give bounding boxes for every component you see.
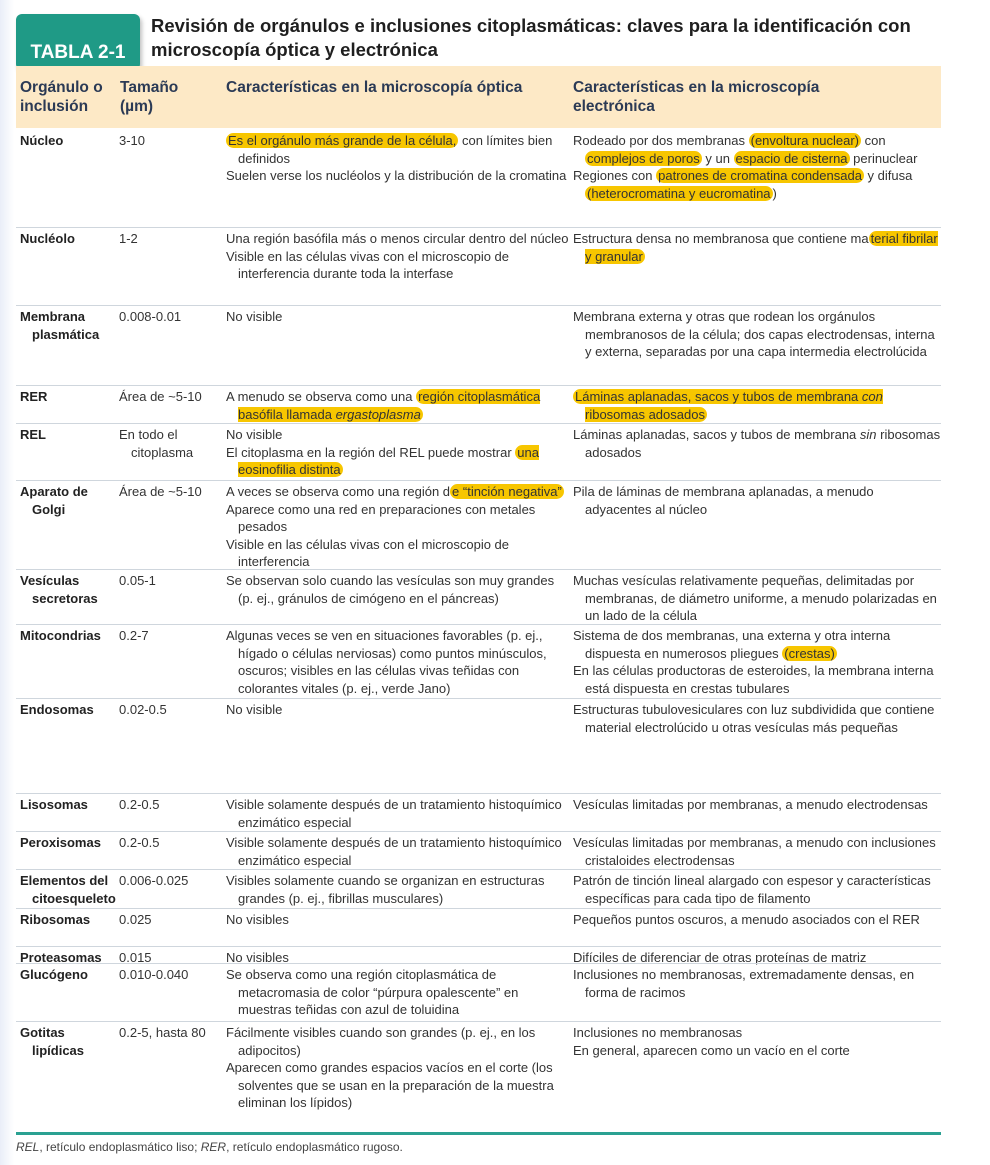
optical-features	[226, 132, 571, 185]
page-edge-shade	[0, 0, 14, 1165]
table-row	[16, 569, 941, 625]
optical-features	[226, 483, 571, 571]
organelle-size: 0.2-5, hasta 80	[119, 1025, 206, 1040]
organelle-size: 0.025	[119, 912, 152, 927]
optical-feature-line: Visible solamente después de un tratamiento histoquímico enzimático especial	[226, 835, 562, 868]
table-row	[16, 385, 941, 424]
organelle-name: RER	[20, 389, 48, 404]
highlighted-text: patrones de cromatina condensada	[658, 168, 862, 183]
electron-features	[573, 966, 941, 1001]
optical-feature-line: No visible	[226, 427, 283, 442]
organelle-size: 0.015	[119, 950, 152, 965]
optical-feature-line: Visible en las células vivas con el microscopio de interferencia	[226, 536, 510, 569]
table-badge: TABLA 2-1	[16, 14, 140, 70]
electron-feature-line: En las células productoras de esteroides, la membrana interna está dispuesta en crestas tubulares	[573, 663, 934, 696]
table-row	[16, 698, 941, 794]
optical-features	[226, 872, 571, 907]
optical-feature-line: A veces se observa como una región d e “tinción negativa”	[226, 484, 562, 499]
electron-features	[573, 701, 941, 736]
table-row	[16, 946, 941, 964]
highlighted-text: una eosinofilia distinta	[238, 444, 539, 477]
table-row	[16, 793, 941, 832]
electron-feature-line: Difíciles de diferenciar de otras proteínas de matriz	[573, 950, 867, 965]
electron-features	[573, 627, 941, 697]
table-row	[16, 963, 941, 1022]
electron-feature-line: Membrana externa y otras que rodean los orgánulos membranosos de la célula; dos capas electrodensas, interna y externa, separadas por una capa intermedia electrolúcida	[573, 309, 935, 359]
highlighted-text: e “tinción negativa”	[452, 484, 562, 499]
electron-features	[573, 911, 941, 929]
highlighted-text: (crestas)	[784, 645, 835, 661]
electron-features	[573, 834, 941, 869]
optical-features	[226, 426, 571, 479]
electron-features	[573, 308, 941, 361]
organelle-name: Mitocondrias	[20, 628, 101, 643]
header-optical: Características en la microscopía óptica	[226, 79, 523, 96]
electron-feature-line: Rodeado por dos membranas (envoltura nuclear) con complejos de poros y un espacio de cisterna perinuclear	[573, 133, 918, 166]
table-row	[16, 624, 941, 699]
optical-feature-line: Algunas veces se ven en situaciones favorables (p. ej., hígado o células nerviosas) como puntos minúsculos, oscuros; visibles en las células vivas teñidas con colorantes vitales (p. ej., verde Jano)	[226, 628, 547, 696]
optical-features	[226, 834, 571, 869]
organelle-size: En todo el citoplasma	[119, 427, 194, 460]
highlighted-text: Es el orgánulo más grande de la célula,	[228, 133, 457, 148]
optical-feature-line: Visible solamente después de un tratamiento histoquímico enzimático especial	[226, 797, 562, 830]
optical-feature-line: Aparece como una red en preparaciones con metales pesados	[226, 501, 536, 534]
optical-feature-line: No visible	[226, 702, 283, 717]
optical-feature-line: Fácilmente visibles cuando son grandes (p. ej., en los adipocitos)	[226, 1025, 536, 1058]
electron-feature-line: Pequeños puntos oscuros, a menudo asociados con el RER	[573, 912, 920, 927]
organelle-size: 0.008-0.01	[119, 309, 182, 324]
electron-feature-line: Regiones con patrones de cromatina condensada y difusa (heterocromatina y eucromatina )	[573, 168, 913, 201]
electron-feature-line: Muchas vesículas relativamente pequeñas, delimitadas por membranas, de diámetro uniforme, a menudo polarizadas en un lado de la célula	[573, 573, 937, 623]
organelle-size: Área de ~5-10	[119, 484, 202, 499]
electron-features	[573, 388, 941, 423]
table-row	[16, 480, 941, 570]
optical-features	[226, 911, 571, 929]
organelle-size: 0.006-0.025	[119, 873, 189, 888]
organelle-name: Ribosomas	[20, 912, 91, 927]
optical-features	[226, 230, 571, 283]
header-electron: Características en la microscopía electrónica	[573, 79, 820, 115]
organelle-size: 3-10	[119, 133, 146, 148]
optical-feature-line: No visible	[226, 309, 283, 324]
organelle-size: 0.2-0.5	[119, 835, 160, 850]
optical-features	[226, 308, 571, 326]
electron-feature-line: Estructuras tubulovesiculares con luz subdividida que contiene material electrolúcido u otras vesículas más pequeñas	[573, 702, 935, 735]
highlighted-text: (heterocromatina y eucromatina	[587, 185, 771, 201]
optical-feature-line: El citoplasma en la región del REL puede mostrar una eosinofilia distinta	[226, 444, 539, 477]
organelle-name: Lisosomas	[20, 797, 88, 812]
electron-feature-line: Vesículas limitadas por membranas, a menudo con inclusiones cristaloides electrodensas	[573, 835, 936, 868]
table-bottom-rule	[16, 1132, 941, 1135]
electron-features	[573, 230, 941, 265]
footnote	[16, 1140, 403, 1154]
electron-feature-line: En general, aparecen como un vacío en el corte	[573, 1042, 850, 1058]
optical-feature-line: Visibles solamente cuando se organizan en estructuras grandes (p. ej., fibrillas musculares)	[226, 873, 545, 906]
organelle-size: 1-2	[119, 231, 138, 246]
optical-feature-line: Se observan solo cuando las vesículas son muy grandes (p. ej., gránulos de cimógeno en el páncreas)	[226, 573, 555, 606]
optical-features	[226, 966, 571, 1019]
electron-feature-line	[573, 388, 941, 423]
table-row	[16, 130, 941, 227]
optical-feature-line: No visibles	[226, 950, 289, 965]
table-row	[16, 227, 941, 306]
organelle-size: Área de ~5-10	[119, 389, 202, 404]
electron-feature-line: Inclusiones no membranosas, extremadamente densas, en forma de racimos	[573, 967, 915, 1000]
table-row	[16, 831, 941, 870]
electron-features	[573, 132, 941, 202]
electron-features	[573, 872, 941, 907]
optical-feature-line: Visible en las células vivas con el microscopio de interferencia durante toda la interfase	[226, 248, 510, 281]
organelle-name: Aparato de Golgi	[20, 484, 88, 517]
optical-feature-line: Una región basófila más o menos circular dentro del núcleo	[226, 231, 569, 246]
organelle-name: REL	[20, 427, 46, 442]
organelle-name: Vesículas secretoras	[20, 573, 98, 606]
electron-features	[573, 572, 941, 625]
organelle-name: Peroxisomas	[20, 835, 101, 850]
organelle-name: Proteasomas	[20, 950, 102, 965]
table-row	[16, 423, 941, 481]
table-row	[16, 305, 941, 386]
organelle-size: 0.2-7	[119, 628, 149, 643]
organelle-size: 0.05-1	[119, 573, 156, 588]
organelle-name: Elementos del citoesqueleto	[20, 873, 116, 906]
electron-feature-line: Estructura densa no membranosa que contiene ma terial fibrilar y granular	[573, 231, 938, 264]
electron-feature-line: Pila de láminas de membrana aplanadas, a menudo adyacentes al núcleo	[573, 484, 874, 517]
table-title: Revisión de orgánulos e inclusiones citoplasmáticas: claves para la identificación con microscopía óptica y electrónica	[151, 15, 911, 60]
optical-features	[226, 701, 571, 719]
organelle-name: Glucógeno	[20, 967, 88, 982]
organelle-size: 0.2-0.5	[119, 797, 160, 812]
organelle-name: Núcleo	[20, 133, 64, 148]
electron-feature-line: Vesículas limitadas por membranas, a menudo electrodensas	[573, 797, 928, 812]
electron-features	[573, 1024, 941, 1059]
electron-features	[573, 796, 941, 814]
highlighted-text: terial fibrilar y granular	[585, 231, 938, 264]
optical-feature-line: Suelen verse los nucléolos y la distribución de la cromatina	[226, 168, 567, 183]
optical-features	[226, 1024, 571, 1112]
optical-feature-line: No visibles	[226, 912, 289, 927]
electron-feature-line: Inclusiones no membranosas	[573, 1025, 743, 1040]
organelle-size: 0.02-0.5	[119, 702, 167, 717]
highlighted-text: Láminas aplanadas, sacos y tubos de membrana con ribosomas adosados	[575, 389, 883, 422]
table-row	[16, 869, 941, 909]
optical-feature-line: Aparecen como grandes espacios vacíos en el corte (los solventes que se usan en la preparación de la muestra eliminan los lípidos)	[226, 1060, 554, 1110]
table-row	[16, 908, 941, 947]
highlighted-text: (envoltura nuclear)	[750, 133, 859, 148]
organelle-size: 0.010-0.040	[119, 967, 189, 982]
optical-feature-line: Se observa como una región citoplasmática de metacromasia de color “púrpura opalescente” en muestras teñidas con azul de toluidina	[226, 967, 519, 1017]
table-row	[16, 1021, 941, 1133]
optical-features	[226, 796, 571, 831]
optical-features	[226, 627, 571, 697]
highlighted-text: complejos de poros	[587, 150, 700, 166]
electron-features	[573, 426, 941, 461]
footnote-text: REL, retículo endoplasmático liso; RER, retículo endoplasmático rugoso.	[16, 1140, 403, 1154]
highlighted-text: espacio de cisterna	[735, 150, 848, 166]
organelle-name: Membrana plasmática	[20, 309, 100, 342]
organelle-name: Nucléolo	[20, 231, 75, 246]
header-organelle: Orgánulo o inclusión	[20, 79, 103, 115]
organelle-name: Endosomas	[20, 702, 94, 717]
optical-features	[226, 388, 571, 423]
organelle-name: Gotitas lipídicas	[20, 1025, 85, 1058]
electron-feature-line: Sistema de dos membranas, una externa y otra interna dispuesta en numerosos pliegues (crestas)	[573, 628, 891, 661]
electron-features	[573, 483, 941, 518]
header-size: Tamaño (µm)	[120, 79, 179, 115]
optical-feature-line: Es el orgánulo más grande de la célula, con límites bien definidos	[228, 133, 553, 166]
highlighted-text: región citoplasmática basófila llamada ergastoplasma	[238, 389, 541, 422]
electron-feature-line: Láminas aplanadas, sacos y tubos de membrana sin ribosomas adosados	[573, 427, 941, 460]
optical-features	[226, 572, 571, 607]
electron-feature-line: Patrón de tinción lineal alargado con espesor y características específicas para cada tipo de filamento	[573, 873, 931, 906]
optical-feature-line: A menudo se observa como una región citoplasmática basófila llamada ergastoplasma	[226, 389, 541, 422]
